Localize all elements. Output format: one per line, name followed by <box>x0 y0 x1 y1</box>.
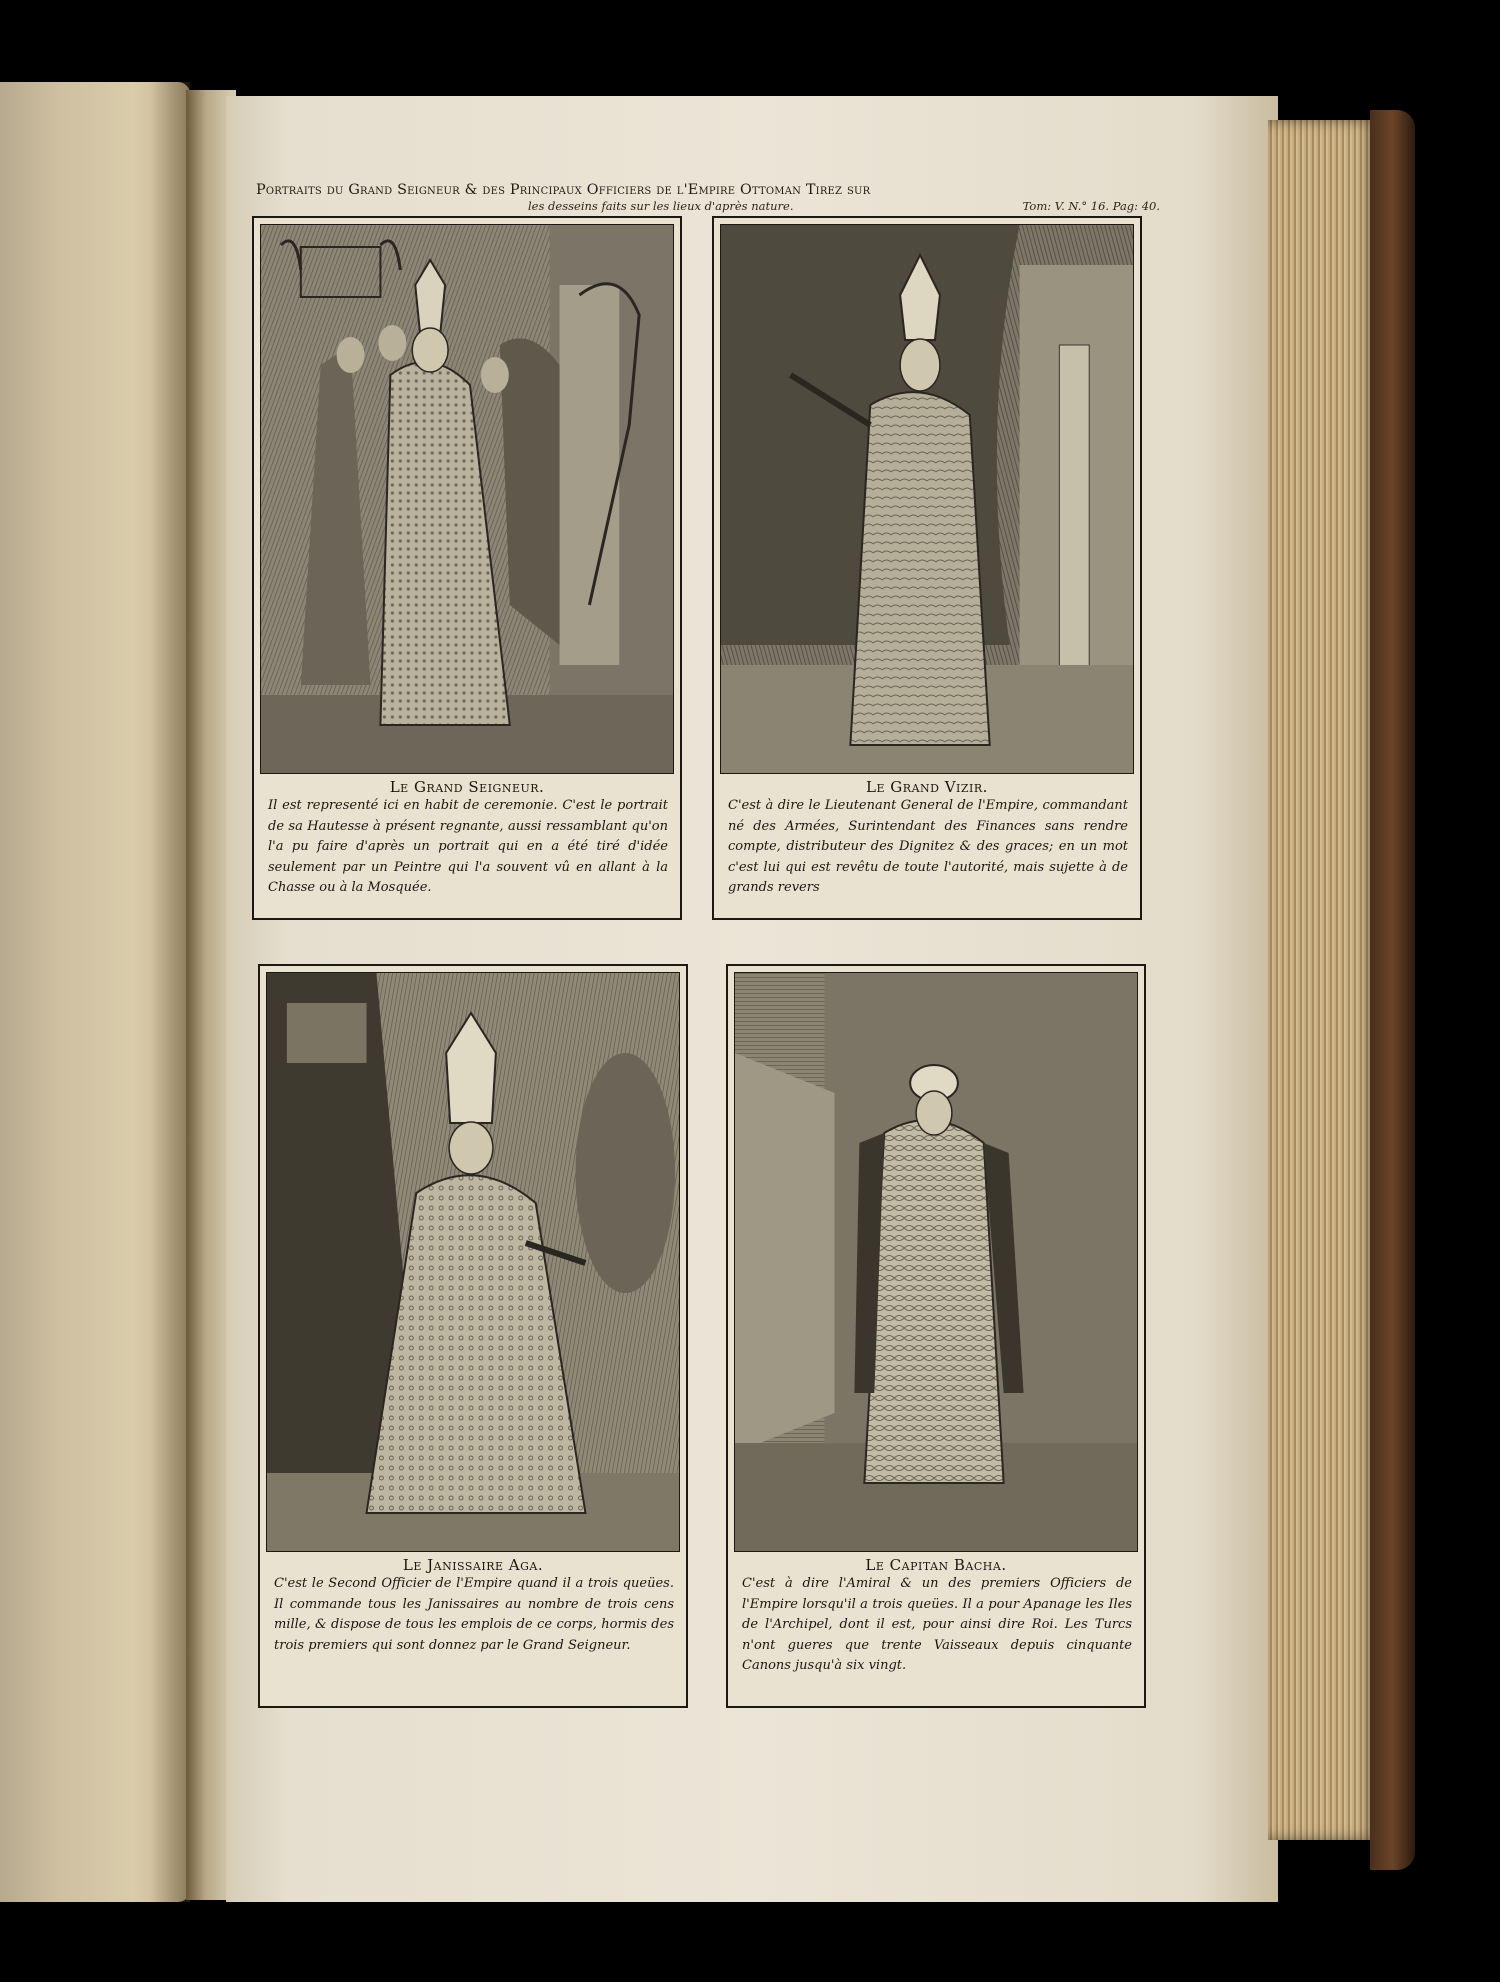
plate-title: Portraits du Grand Seigneur & des Principaux Officiers de l'Empire Ottoman Tirez sur <box>256 182 871 198</box>
engraving-janissaire-aga <box>266 972 680 1552</box>
caption-title-grand-vizir: Le Grand Vizir. <box>866 778 988 796</box>
caption-title-janissaire-aga: Le Janissaire Aga. <box>402 1556 544 1574</box>
portrait-panel-janissaire-aga <box>258 964 688 1708</box>
engraving-grand-seigneur <box>260 224 674 774</box>
caption-text-janissaire-aga: C'est le Second Officier de l'Empire quand il a trois queües. Il commande tous les Janissaires au nombre de trois cens mille, & dispose de tous les emplois de ce corps, hormis des trois premiers qui sont donnez par le Grand Seigneur. <box>274 1576 674 1653</box>
caption-title-grand-seigneur: Le Grand Seigneur. <box>389 778 545 796</box>
page-edges <box>1268 120 1378 1840</box>
portrait-panel-grand-vizir <box>712 216 1142 920</box>
plate-subtitle: les desseins faits sur les lieux d'après nature. <box>528 199 794 213</box>
engraving-grand-vizir <box>720 224 1134 774</box>
book-cover-edge <box>1370 110 1415 1870</box>
plate-reference: Tom: V. N.° 16. Pag: 40. <box>1022 199 1160 213</box>
engraved-plate <box>248 182 1160 1712</box>
portrait-panel-capitan-bacha <box>726 964 1146 1708</box>
caption-text-capitan-bacha: C'est à dire l'Amiral & un des premiers Officiers de l'Empire lorsqu'il a trois queües. Il a pour Apanage les Iles de l'Archipel, dont il est, pour ainsi dire Roi. Les Turcs n'ont gueres que trente Vaisseaux depuis cinquante Canons jusqu'à six vingt. <box>742 1576 1132 1673</box>
left-page <box>0 82 190 1902</box>
caption-title-capitan-bacha: Le Capitan Bacha. <box>865 1556 1007 1574</box>
caption-text-grand-vizir: C'est à dire le Lieutenant General de l'Empire, commandant né des Armées, Surintendant des Finances sans rendre compte, distributeur des Dignitez & des graces; en un mot c'est lui qui est revêtu de toute l'autorité, mais sujette à de grands revers <box>728 798 1128 895</box>
portrait-panel-grand-seigneur <box>252 216 682 920</box>
engraving-capitan-bacha <box>734 972 1138 1552</box>
caption-text-grand-seigneur: Il est representé ici en habit de ceremonie. C'est le portrait de sa Hautesse à présent regnante, aussi ressamblant qu'on l'a pu faire d'après un portrait qui en a été tiré d'idée seulement par un Peintre qui l'a souvent vû en allant à la Chasse ou à la Mosquée. <box>268 798 668 895</box>
